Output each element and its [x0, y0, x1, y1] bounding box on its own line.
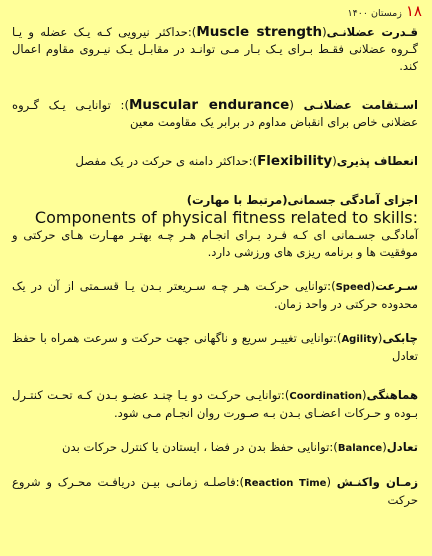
body-muscular-endurance: : توانایـی یـک گـروه عضلانی خاص برای انقباض مداوم در برابر یک مقاومت معین [12, 98, 418, 129]
en-flexibility: Flexibility [257, 153, 333, 169]
page-number: ۱۸ [405, 2, 422, 20]
body-balance: :توانایی حفظ بدن در فضا ، ایستادن یا کنترل حرکات بدن [62, 440, 334, 454]
paragraph-agility: چابکی(Agility):توانایی تغییـر سریع و ناگهانی جهت حرکت و سرعت همراه با حفظ تعادل [12, 331, 418, 363]
paragraph-muscular-endurance: اسـتقامت عضلانـی (Muscular endurance): توانایـی یـک گـروه عضلانی خاص برای انقباض مداوم در برابر یک مقاومت معین [12, 97, 419, 129]
components-title: اجزای آمادگی جسمانی(مرتبط با مهارت) [186, 193, 418, 207]
paragraph-speed: سـرعت(Speed):توانایی حرکـت هـر چـه سـریعتر بـدن یـا قسـمتی از آن در یک محدوده حرکتی در واحد زمان. [12, 279, 418, 311]
paragraph-reaction-time: زمـان واکنـش (Reaction Time):فاصلـه زمانـی بیـن دریافـت محـرک و شروع حرکت [12, 475, 419, 507]
term-agility: چابکی [382, 331, 418, 345]
term-balance: تعادل [386, 440, 418, 454]
en-balance: Balance [337, 443, 383, 454]
body-agility: :توانایی تغییـر سریع و ناگهانی جهت حرکت و سرعت همراه با حفظ تعادل [12, 331, 418, 363]
en-speed: Speed [335, 282, 371, 293]
paragraph-flexibility: انعطاف پذیری(Flexibility):حداکثر دامنه ی حرکت در یک مفصل [75, 153, 418, 169]
en-muscular-endurance: Muscular endurance [128, 97, 290, 113]
term-muscle-strength: قـدرت عضلانـی [326, 25, 419, 39]
body-components: آمادگـی جسـمانی ای کـه فـرد بـرای انجـام هـر چـه بهتـر مهـارت هـای حرکتی و موفقیت ها و برنامه ریزی های ورزشی دارد. [12, 228, 418, 259]
body-coordination: :توانایـی حرکـت دو یـا چنـد عضـو بـدن کـه تحـت کنتـرل بـوده و حـرکات اعضـای بـدن بـه صـورت روان انجـام مـی شود. [12, 388, 418, 420]
term-reaction-time: زمـان واکنـش [336, 475, 419, 489]
content [12, 24, 418, 509]
term-speed: سـرعت [375, 279, 418, 293]
body-flexibility: :حداکثر دامنه ی حرکت در یک مفصل [75, 154, 253, 168]
paragraph-coordination: هماهنگی(Coordination):توانایـی حرکـت دو یـا چنـد عضـو بـدن کـه تحـت کنتـرل بـوده و حـرکات اعضـای بـدن بـه صـورت روان انجـام مـی شود. [12, 388, 418, 420]
body-reaction-time: :فاصلـه زمانـی بیـن دریافـت محـرک و شروع حرکت [12, 475, 418, 507]
body-muscle-strength: :حداکثر نیرویی کـه یـک عضله و یـا گـروه عضلانی فقـط بـرای یـک بـار مـی توانـد در مقابـل یـک نیـروی مقاوم اعمال کند. [12, 25, 418, 73]
paragraph-muscle-strength: قـدرت عضلانـی(Muscle strength):حداکثر نیرویی کـه یـک عضله و یـا گـروه عضلانی فقـط بـرای یـک بـار مـی توانـد در مقابـل یـک نیـروی مقاوم اعمال کند. [12, 24, 419, 73]
en-coordination: Coordination [289, 391, 363, 402]
paragraph-components [12, 192, 418, 261]
term-muscular-endurance: اسـتقامت عضلانـی [303, 98, 419, 112]
body-speed: :توانایی حرکـت هـر چـه سـریعتر بـدن یـا قسـمتی از آن در یک محدوده حرکتی در واحد زمان. [12, 279, 418, 311]
paragraph-balance: تعادل(Balance):توانایی حفظ بدن در فضا ، ایستادن یا کنترل حرکات بدن [62, 440, 418, 454]
term-flexibility: انعطاف پذیری [336, 154, 418, 168]
en-agility: Agility [341, 334, 378, 345]
components-en-title: Components of physical fitness related to skills: [34, 208, 418, 227]
page-header [348, 2, 422, 20]
term-coordination: هماهنگی [366, 388, 418, 402]
season-label: زمستان ۱۴۰۰ [347, 8, 402, 19]
en-reaction-time: Reaction Time [244, 478, 327, 489]
en-muscle-strength: Muscle strength [196, 24, 323, 40]
